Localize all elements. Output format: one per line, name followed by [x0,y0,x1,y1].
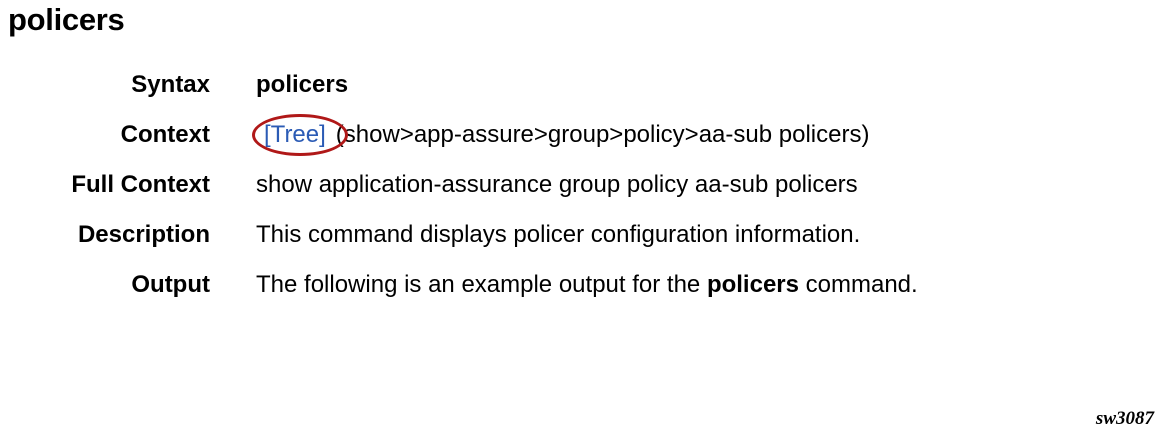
row-value-syntax: policers [256,71,349,98]
row-label-context: Context [120,121,210,148]
tree-link-highlight [256,120,336,150]
page-title: policers [8,2,125,37]
row-label-description: Description [77,221,210,248]
definition-row-full-context [0,170,1166,200]
output-text-command: policers [706,271,799,298]
row-value-context [256,120,869,150]
output-text-suffix: command. [798,271,918,298]
tree-link[interactable]: [Tree] [264,121,326,148]
row-value-description: This command displays policer configuration information. [256,221,861,248]
definition-row-context [0,120,1166,150]
row-label-full-context: Full Context [71,171,210,198]
row-value-output [256,270,918,300]
output-text-prefix: The following is an example output for the [256,271,707,298]
definition-row-syntax [0,70,1166,100]
row-label-output: Output [131,271,210,298]
row-label-syntax: Syntax [131,71,210,98]
row-value-full-context: show application-assurance group policy aa-sub policers [256,171,858,198]
figure-reference: sw3087 [1095,408,1154,429]
definition-list [0,70,1166,320]
definition-row-output [0,270,1166,300]
definition-row-description [0,220,1166,250]
context-path-text: (show>app-assure>group>policy>aa-sub policers) [335,121,870,148]
